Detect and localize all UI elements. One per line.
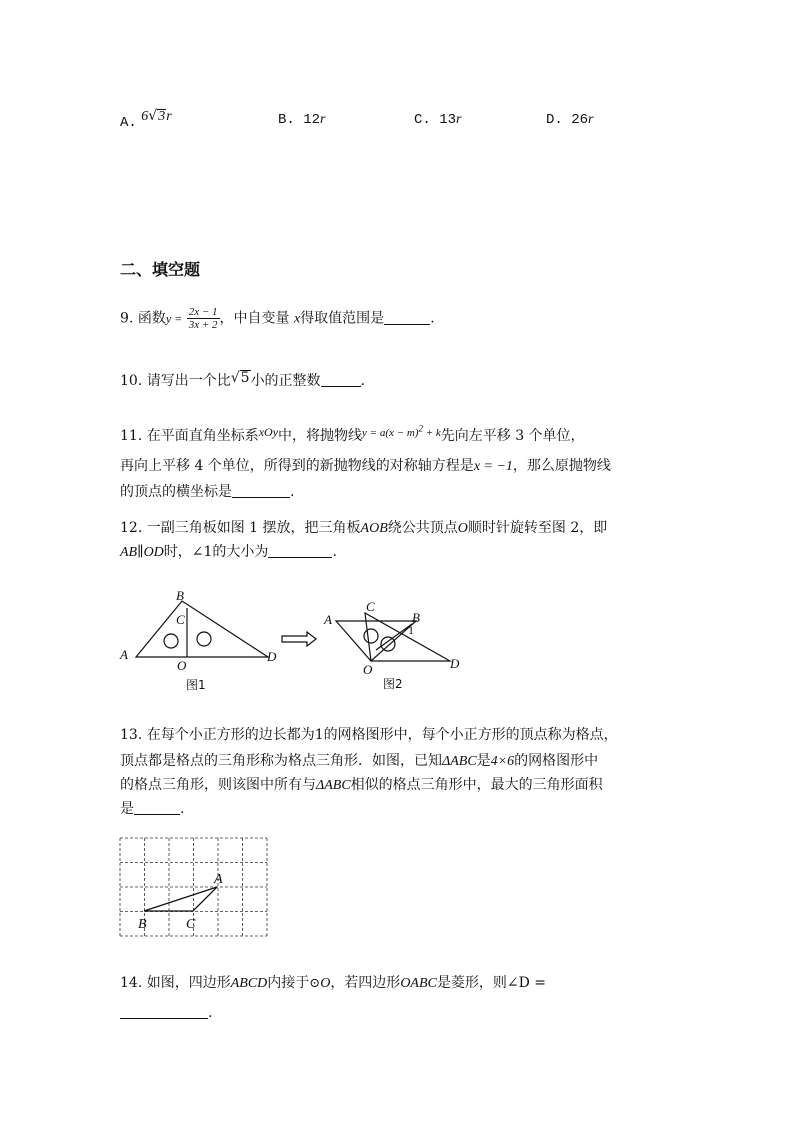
q14-mid: 内接于	[267, 975, 310, 991]
fig2-label-D: D	[450, 656, 460, 671]
q14-oabc: OABC	[400, 976, 437, 991]
fig1-label-D: D	[267, 649, 277, 664]
q13-l2-mid: 是	[476, 753, 491, 769]
fig1-label-A: A	[120, 647, 128, 662]
q13-l4: 是	[120, 801, 134, 817]
q10-answer-blank	[321, 372, 361, 387]
q11-parabola	[362, 423, 441, 439]
fig2-circle-right	[381, 637, 395, 651]
q12-l1-mid: 绕公共顶点	[387, 520, 458, 536]
question-14-line-2	[120, 1004, 212, 1021]
option-a	[120, 108, 172, 131]
section-title: 二、填空题	[120, 260, 201, 279]
q11-parabola-exp: 2	[418, 423, 423, 434]
fig1-circle-right	[197, 632, 211, 646]
option-a-var: r	[166, 109, 172, 124]
q10-end: .	[360, 373, 366, 389]
q14-abcd: ABCD	[230, 976, 268, 991]
option-c	[414, 111, 461, 128]
q11-l2-pre: 再向上平移 4 个单位，所得到的新抛物线的对称轴方程是	[120, 458, 474, 474]
right-arrow-icon	[282, 632, 316, 646]
question-9	[120, 306, 435, 331]
q11-end: .	[290, 484, 295, 500]
q11-l1-post: 先向左平移 3 个单位，	[440, 428, 585, 444]
figure-12	[110, 588, 470, 698]
fig13-label-A: A	[214, 872, 223, 887]
radical-sign-icon: √	[148, 108, 158, 124]
q11-parabola-base: y = a(x − m)	[362, 427, 419, 439]
option-d-var: r	[588, 112, 594, 127]
fig1-caption: 图1	[186, 678, 206, 692]
q13-l3-tri: ΔABC	[316, 778, 351, 793]
q13-number: 13.	[120, 727, 143, 743]
question-12-line-1	[120, 517, 607, 537]
q13-l3-pre: 的格点三角形，则该图中所有与	[120, 777, 316, 793]
option-b-text: B. 12	[278, 112, 321, 128]
q10-prefix: 请写出一个比	[146, 373, 231, 389]
fig2-label-O: O	[363, 662, 373, 677]
q14-end: .	[208, 1005, 213, 1021]
q11-l1-pre: 在平面直角坐标系	[146, 428, 259, 444]
q11-l2-post: ，那么原抛物线	[512, 458, 611, 474]
fig13-label-B: B	[138, 917, 147, 932]
radical-sign-icon: √	[230, 370, 240, 386]
q11-l1-mid: 中，将抛物线	[278, 428, 363, 444]
option-a-coef: 6	[141, 109, 149, 124]
q13-tri: ΔABC	[442, 754, 477, 769]
fig13-label-C: C	[186, 917, 196, 932]
question-12-line-2	[120, 541, 337, 561]
q9-y-eq: y =	[165, 311, 183, 326]
triangle-ABC	[144, 887, 217, 911]
option-c-text: C. 13	[414, 112, 457, 128]
fig2-circle-left	[364, 629, 378, 643]
question-14-line-1	[120, 972, 546, 992]
option-c-var: r	[456, 112, 462, 127]
fig1-label-O: O	[177, 658, 187, 673]
q9-post: 得取值范围是	[300, 310, 385, 327]
q14-answer-blank	[120, 1004, 208, 1019]
q12-answer-blank	[268, 543, 332, 558]
question-13-line-1	[120, 724, 618, 744]
fig1-triangle-ABD	[136, 601, 268, 657]
fig2-label-1: 1	[408, 623, 414, 637]
fig2-label-A: A	[324, 612, 332, 627]
q14-circle-o: O	[320, 976, 331, 991]
question-10	[120, 370, 365, 390]
fig2-caption: 图2	[383, 677, 403, 691]
q9-end: .	[430, 310, 435, 327]
q14-mid2: ，若四边形	[330, 975, 401, 991]
q9-frac-num: 2x − 1	[188, 306, 218, 318]
question-13-line-4	[120, 798, 184, 818]
q12-aob: AOB	[360, 521, 388, 536]
q13-l2-pre: 顶点都是格点的三角形称为格点三角形．如图，已知	[120, 753, 442, 769]
q9-frac-den: 3x + 2	[188, 319, 218, 331]
q9-number: 9.	[120, 310, 134, 327]
q9-prefix: 函数	[137, 310, 166, 327]
q9-mid: ，中自变量	[219, 310, 290, 327]
fig1-label-B: B	[176, 588, 184, 603]
question-11-line-1	[120, 425, 585, 445]
question-11-line-2	[120, 455, 611, 475]
q11-answer-blank	[232, 483, 290, 498]
fig2-label-B: B	[412, 610, 420, 625]
q12-number: 12.	[120, 520, 143, 536]
q11-parabola-k: + k	[422, 427, 441, 439]
q11-l2-eq: x = −1	[473, 459, 513, 474]
q12-l1-pre: 一副三角板如图 1 摆放，把三角板	[146, 520, 361, 536]
q13-size: 4×6	[490, 754, 515, 769]
q12-l1-post: 顺时针旋转至图 2，即	[467, 520, 608, 536]
q10-post: 小的正整数	[250, 373, 321, 389]
q13-l1: 在每个小正方形的边长都为1的网格图形中，每个小正方形的顶点称为格点，	[146, 727, 618, 743]
option-d	[546, 111, 593, 128]
q9-answer-blank	[384, 310, 430, 325]
q12-ab-parallel-od: AB∥OD	[120, 545, 164, 560]
q13-answer-blank	[134, 800, 180, 815]
question-13-line-2	[120, 750, 598, 770]
q12-o: O	[457, 521, 468, 536]
q11-number: 11.	[120, 428, 143, 444]
fig1-circle-left	[164, 634, 178, 648]
fig1-label-C: C	[176, 612, 185, 627]
q11-xoy: xOy	[258, 425, 279, 439]
q14-post: 是菱形，则∠D =	[436, 975, 547, 991]
q10-number: 10.	[120, 373, 143, 389]
q13-end: .	[180, 801, 185, 817]
option-a-radicand: 3	[158, 109, 166, 124]
q14-number: 14.	[120, 975, 143, 991]
option-a-label: A.	[120, 115, 137, 131]
question-13-line-3	[120, 774, 603, 794]
fig2-label-C: C	[366, 599, 375, 614]
circle-dot-icon: ⊙	[309, 976, 321, 991]
option-b-var: r	[320, 112, 326, 127]
q12-end: .	[332, 544, 337, 560]
option-b	[278, 111, 325, 128]
q10-radicand: 5	[240, 370, 250, 386]
q14-pre: 如图，四边形	[146, 975, 231, 991]
q13-l3-post: 相似的格点三角形中，最大的三角形面积	[350, 777, 603, 793]
question-11-line-3	[120, 481, 294, 501]
q9-fraction	[187, 306, 220, 331]
q12-l2-mid: 时，∠1的大小为	[163, 544, 269, 560]
q13-l2-post: 的网格图形中	[514, 753, 599, 769]
option-d-text: D. 26	[546, 112, 589, 128]
figure-13-grid	[118, 836, 270, 938]
q9-var: x	[293, 311, 301, 327]
q11-l3: 的顶点的横坐标是	[120, 484, 232, 500]
